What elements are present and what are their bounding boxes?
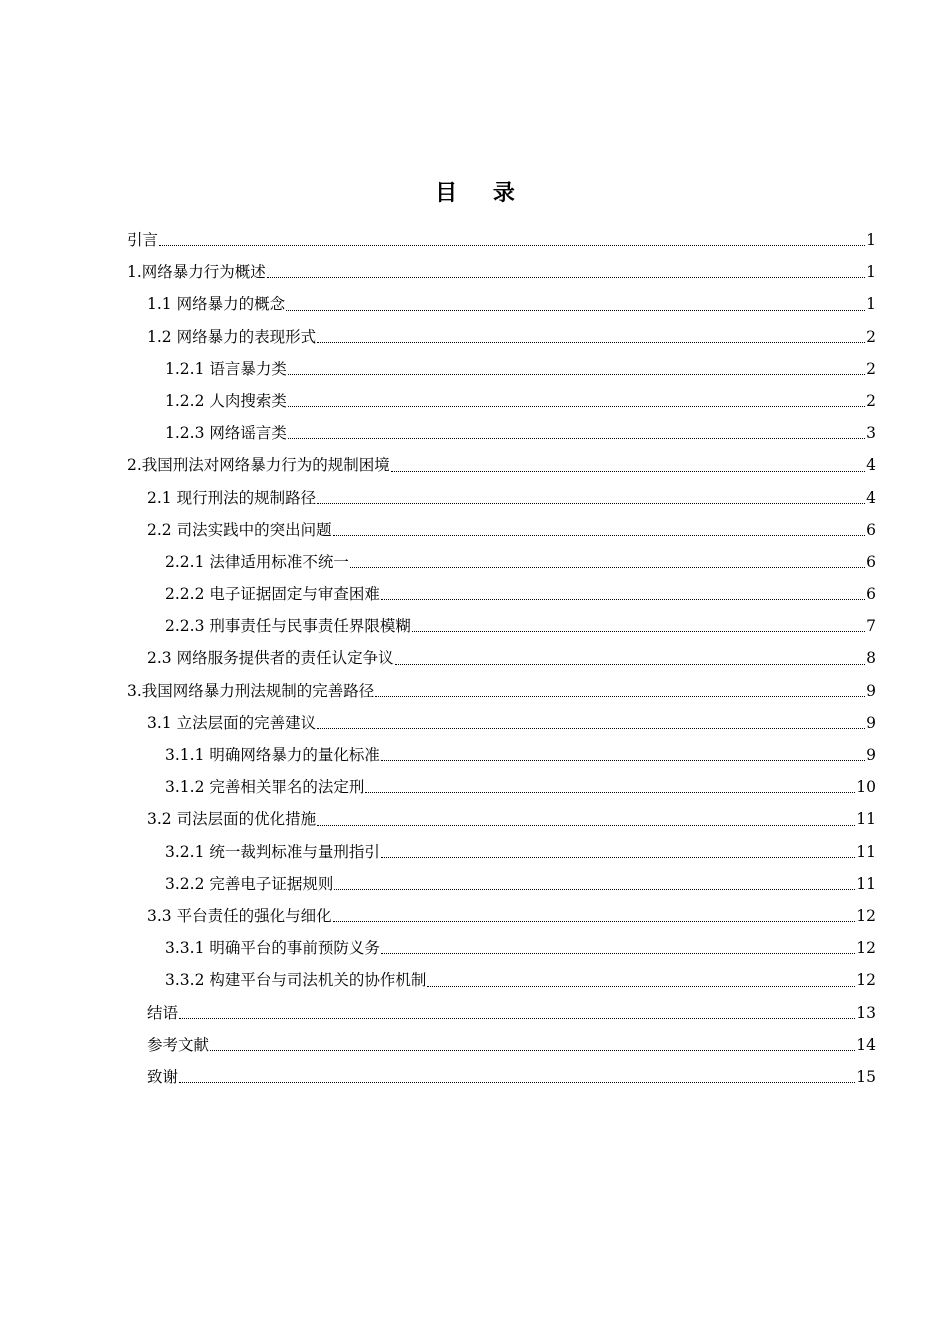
toc-entry-label: 1.2 网络暴力的表现形式	[147, 327, 317, 346]
dot-leader	[333, 920, 856, 922]
toc-entry-page-number: 14	[856, 1035, 876, 1054]
dot-leader	[381, 856, 855, 858]
toc-entry[interactable]	[127, 417, 876, 449]
toc-entry-page-number: 9	[866, 746, 876, 764]
toc-entry-label: 参考文献	[147, 1035, 210, 1054]
toc-entry-label: 2.3 网络服务提供者的责任认定争议	[147, 649, 394, 668]
toc-entry-label: 2.我国刑法对网络暴力行为的规制困境	[127, 456, 390, 475]
toc-entry-page-number: 6	[866, 520, 876, 539]
toc-entry-label: 2.2.2 电子证据固定与审查困难	[165, 585, 380, 604]
toc-entry-label: 2.1 现行刑法的规制路径	[147, 488, 317, 507]
page-title: 目 录	[435, 181, 529, 206]
dot-leader	[375, 695, 865, 697]
toc-entry[interactable]	[127, 482, 876, 514]
dot-leader	[210, 1049, 855, 1051]
dot-leader	[381, 759, 865, 761]
toc-entry-label: 1.网络暴力行为概述	[127, 263, 266, 282]
toc-entry-page-number: 12	[856, 906, 876, 925]
toc-entry-page-number: 10	[856, 778, 876, 797]
toc-entry-page-number: 9	[866, 713, 876, 732]
dot-leader	[267, 276, 865, 278]
toc-entry-label: 结语	[147, 1003, 179, 1022]
toc-entry-page-number: 4	[866, 456, 876, 475]
toc-entry-page-number: 15	[856, 1067, 876, 1086]
toc-entry-label: 3.1 立法层面的完善建议	[147, 713, 317, 732]
toc-entry[interactable]	[127, 739, 876, 771]
dot-leader	[317, 727, 865, 729]
toc-entry[interactable]	[127, 1029, 876, 1061]
toc-entry[interactable]	[127, 803, 876, 835]
dot-leader	[288, 405, 865, 407]
toc-entry-label: 3.3.2 构建平台与司法机关的协作机制	[165, 971, 427, 990]
dot-leader	[286, 309, 865, 311]
dot-leader	[381, 952, 855, 954]
toc-entry[interactable]	[127, 610, 876, 642]
toc-entry[interactable]	[127, 385, 876, 417]
toc-entry-label: 1.2.2 人肉搜索类	[165, 391, 287, 410]
dot-leader	[381, 598, 865, 600]
dot-leader	[317, 502, 865, 504]
dot-leader	[179, 1017, 855, 1019]
toc-entry-label: 2.2.1 法律适用标准不统一	[165, 552, 349, 571]
toc-entry[interactable]	[127, 224, 876, 256]
toc-entry[interactable]	[127, 997, 876, 1029]
toc-entry-page-number: 1	[866, 295, 876, 314]
toc-entry[interactable]	[127, 964, 876, 996]
toc-entry-page-number: 9	[866, 681, 876, 700]
toc-entry-label: 2.2 司法实践中的突出问题	[147, 520, 332, 539]
dot-leader	[288, 437, 865, 439]
toc-entry-page-number: 1	[866, 263, 876, 282]
toc-entry-page-number: 3	[866, 424, 876, 443]
toc-entry[interactable]	[127, 707, 876, 739]
toc-entry[interactable]	[127, 642, 876, 674]
dot-leader	[333, 534, 866, 536]
dot-leader	[412, 630, 865, 632]
dot-leader	[334, 888, 855, 890]
toc-entry-label: 3.2.1 统一裁判标准与量刑指引	[165, 842, 380, 861]
toc-entry-label: 3.我国网络暴力刑法规制的完善路径	[127, 681, 375, 700]
toc-entry[interactable]	[127, 932, 876, 964]
toc-entry[interactable]	[127, 449, 876, 481]
toc-entry-label: 3.3.1 明确平台的事前预防义务	[165, 939, 380, 958]
toc-entry-label: 3.2.2 完善电子证据规则	[165, 874, 334, 893]
table-of-contents	[127, 224, 876, 1093]
dot-leader	[317, 341, 865, 343]
toc-entry-page-number: 11	[856, 842, 876, 861]
toc-entry-label: 致谢	[147, 1067, 179, 1086]
toc-entry-label: 1.1 网络暴力的概念	[147, 295, 286, 314]
toc-entry[interactable]	[127, 771, 876, 803]
toc-entry[interactable]	[127, 321, 876, 353]
toc-entry[interactable]	[127, 836, 876, 868]
toc-entry-page-number: 13	[856, 1003, 876, 1022]
toc-entry[interactable]	[127, 546, 876, 578]
toc-entry[interactable]	[127, 288, 876, 320]
toc-entry[interactable]	[127, 675, 876, 707]
toc-entry-label: 3.2 司法层面的优化措施	[147, 810, 317, 829]
toc-entry-label: 3.1.1 明确网络暴力的量化标准	[165, 746, 380, 764]
dot-leader	[288, 373, 865, 375]
toc-entry[interactable]	[127, 514, 876, 546]
toc-entry-page-number: 12	[856, 939, 876, 958]
toc-entry-page-number: 1	[866, 231, 876, 249]
dot-leader	[317, 824, 855, 826]
toc-entry-label: 3.1.2 完善相关罪名的法定刑	[165, 778, 365, 797]
toc-entry[interactable]	[127, 1061, 876, 1093]
toc-entry-page-number: 11	[856, 874, 876, 893]
toc-entry-label: 3.3 平台责任的强化与细化	[147, 906, 332, 925]
toc-entry[interactable]	[127, 900, 876, 932]
toc-entry-page-number: 4	[866, 488, 876, 507]
toc-entry[interactable]	[127, 353, 876, 385]
toc-entry-page-number: 6	[866, 552, 876, 571]
toc-entry-label: 1.2.1 语言暴力类	[165, 359, 287, 378]
toc-entry-label: 1.2.3 网络谣言类	[165, 424, 287, 443]
toc-entry-page-number: 6	[866, 585, 876, 604]
toc-entry-page-number: 11	[856, 810, 876, 829]
dot-leader	[159, 244, 865, 246]
toc-entry[interactable]	[127, 868, 876, 900]
toc-entry-page-number: 2	[866, 359, 876, 378]
dot-leader	[179, 1081, 855, 1083]
dot-leader	[350, 566, 865, 568]
dot-leader	[395, 663, 866, 665]
dot-leader	[427, 985, 855, 987]
toc-entry-page-number: 12	[856, 971, 876, 990]
toc-entry-label: 引言	[127, 231, 159, 249]
toc-entry-label: 2.2.3 刑事责任与民事责任界限模糊	[165, 617, 411, 636]
toc-entry-page-number: 8	[866, 649, 876, 668]
toc-entry-page-number: 2	[866, 327, 876, 346]
toc-entry-page-number: 2	[866, 391, 876, 410]
toc-entry[interactable]	[127, 256, 876, 288]
dot-leader	[365, 791, 855, 793]
toc-entry[interactable]	[127, 578, 876, 610]
dot-leader	[391, 470, 865, 472]
toc-entry-page-number: 7	[866, 617, 876, 636]
